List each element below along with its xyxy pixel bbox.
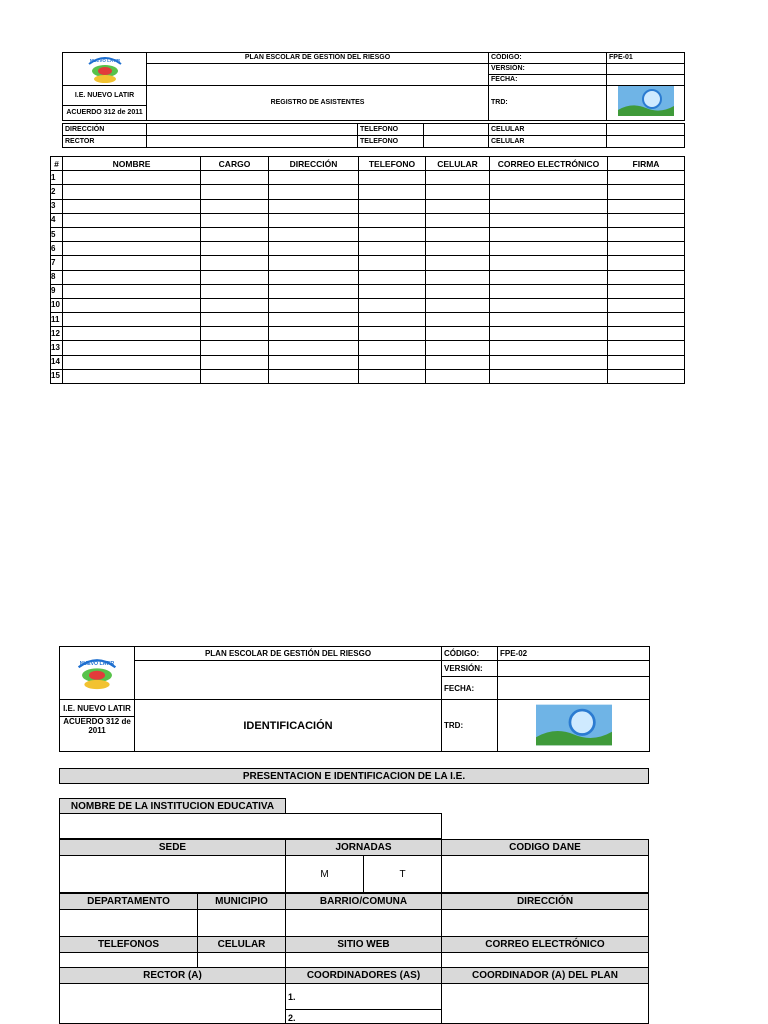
telefono-cell[interactable] xyxy=(359,256,426,270)
firma-cell[interactable] xyxy=(608,327,685,341)
contact-celular-label: CELULAR xyxy=(489,124,607,136)
contact-rector-label: RECTOR xyxy=(63,136,147,148)
table-row xyxy=(51,227,685,241)
celular-field[interactable] xyxy=(197,952,286,968)
telefono-cell[interactable] xyxy=(359,270,426,284)
form2-version-label: VERSIÓN: xyxy=(442,661,498,677)
telefono-cell[interactable] xyxy=(359,341,426,355)
rector-label: RECTOR (A) xyxy=(59,967,286,984)
nombre-inst-label: NOMBRE DE LA INSTITUCION EDUCATIVA xyxy=(59,798,286,814)
row-number: 3 xyxy=(51,199,63,213)
sitio-web-field[interactable] xyxy=(285,952,442,968)
nombre-cell[interactable] xyxy=(63,171,201,185)
celular-cell[interactable] xyxy=(426,341,490,355)
form1-fecha-value[interactable] xyxy=(607,75,685,86)
row-number: 13 xyxy=(51,341,63,355)
header-firma: FIRMA xyxy=(608,157,685,171)
correo-cell[interactable] xyxy=(490,313,608,327)
cargo-cell[interactable] xyxy=(201,171,269,185)
form2-header xyxy=(59,646,650,752)
nombre-cell[interactable] xyxy=(63,185,201,199)
firma-cell[interactable] xyxy=(608,270,685,284)
celular-cell[interactable] xyxy=(426,256,490,270)
coordinator-item[interactable]: 1. xyxy=(285,983,442,1010)
header-correo: CORREO ELECTRÓNICO xyxy=(490,157,608,171)
form1-doc-title: REGISTRO DE ASISTENTES xyxy=(147,86,489,121)
attendees-header-row xyxy=(51,157,685,171)
form2-blank xyxy=(135,661,442,700)
form1-header xyxy=(62,52,685,121)
form2-acuerdo: ACUERDO 312 de 2011 xyxy=(60,717,135,752)
form1-plan-title: PLAN ESCOLAR DE GESTIÓN DEL RIESGO xyxy=(147,53,489,64)
celular-cell[interactable] xyxy=(426,171,490,185)
cargo-cell[interactable] xyxy=(201,227,269,241)
direccion-cell[interactable] xyxy=(269,213,359,227)
row-number: 11 xyxy=(51,313,63,327)
cargo-cell[interactable] xyxy=(201,327,269,341)
celular-cell[interactable] xyxy=(426,185,490,199)
direccion-field[interactable] xyxy=(441,909,649,937)
nombre-cell[interactable] xyxy=(63,284,201,298)
form1-fecha-label: FECHA: xyxy=(489,75,607,86)
attendees-table xyxy=(50,156,685,384)
telefono-cell[interactable] xyxy=(359,199,426,213)
direccion-cell[interactable] xyxy=(269,327,359,341)
nombre-cell[interactable] xyxy=(63,327,201,341)
form2-codigo-value: FPE-02 xyxy=(498,647,650,661)
table-row xyxy=(51,270,685,284)
firma-cell[interactable] xyxy=(608,341,685,355)
telefono-cell[interactable] xyxy=(359,284,426,298)
form1-version-label: VERSIÓN: xyxy=(489,64,607,75)
direccion-cell[interactable] xyxy=(269,256,359,270)
celular-cell[interactable] xyxy=(426,298,490,312)
celular-cell[interactable] xyxy=(426,227,490,241)
departamento-label: DEPARTAMENTO xyxy=(59,893,198,910)
nombre-cell[interactable] xyxy=(63,341,201,355)
cargo-cell[interactable] xyxy=(201,369,269,383)
form2-version-value[interactable] xyxy=(498,661,650,677)
row-number: 9 xyxy=(51,284,63,298)
correo-field[interactable] xyxy=(441,952,649,968)
correo-cell[interactable] xyxy=(490,270,608,284)
sitio-web-label: SITIO WEB xyxy=(285,936,442,953)
direccion-cell[interactable] xyxy=(269,185,359,199)
telefono-cell[interactable] xyxy=(359,369,426,383)
form2-plan-title: PLAN ESCOLAR DE GESTIÓN DEL RIESGO xyxy=(135,647,442,661)
row-number: 12 xyxy=(51,327,63,341)
contact-celular2-value[interactable] xyxy=(607,136,685,148)
correo-cell[interactable] xyxy=(490,341,608,355)
celular-cell[interactable] xyxy=(426,199,490,213)
correo-cell[interactable] xyxy=(490,355,608,369)
jornadas-label: JORNADAS xyxy=(285,839,442,856)
celular-label: CELULAR xyxy=(197,936,286,953)
form1-acuerdo: ACUERDO 312 de 2011 xyxy=(63,106,147,121)
barrio-field[interactable] xyxy=(285,909,442,937)
contact-direccion-value[interactable] xyxy=(147,124,358,136)
row-number: 10 xyxy=(51,298,63,312)
direccion-cell[interactable] xyxy=(269,242,359,256)
nombre-cell[interactable] xyxy=(63,213,201,227)
jornada-m-field[interactable]: M xyxy=(285,855,364,893)
direccion-cell[interactable] xyxy=(269,171,359,185)
form1-trd-label: TRD: xyxy=(489,86,607,121)
firma-cell[interactable] xyxy=(608,355,685,369)
direccion-cell[interactable] xyxy=(269,341,359,355)
firma-cell[interactable] xyxy=(608,256,685,270)
contact-telefono2-value[interactable] xyxy=(424,136,489,148)
row-number: 15 xyxy=(51,369,63,383)
celular-cell[interactable] xyxy=(426,213,490,227)
jornada-t-field[interactable]: T xyxy=(363,855,442,893)
row-number: 7 xyxy=(51,256,63,270)
coordinator-item[interactable]: 2. xyxy=(285,1009,442,1024)
departamento-field[interactable] xyxy=(59,909,198,937)
correo-cell[interactable] xyxy=(490,256,608,270)
contact-telefono-value[interactable] xyxy=(424,124,489,136)
direccion-cell[interactable] xyxy=(269,270,359,284)
form1-school-name: I.E. NUEVO LATIR xyxy=(63,86,147,106)
logo-text: NUEVO LATIR xyxy=(79,660,115,667)
nombre-cell[interactable] xyxy=(63,227,201,241)
form1-codigo-label: CÓDIGO: xyxy=(489,53,607,64)
firma-cell[interactable] xyxy=(608,185,685,199)
contact-telefono2-label: TELEFONO xyxy=(358,136,424,148)
row-number: 14 xyxy=(51,355,63,369)
header-nombre: NOMBRE xyxy=(63,157,201,171)
sede-field[interactable] xyxy=(59,855,286,893)
correo-cell[interactable] xyxy=(490,171,608,185)
direccion-cell[interactable] xyxy=(269,284,359,298)
table-row xyxy=(51,341,685,355)
table-row xyxy=(51,185,685,199)
celular-cell[interactable] xyxy=(426,270,490,284)
firma-cell[interactable] xyxy=(608,242,685,256)
firma-cell[interactable] xyxy=(608,313,685,327)
form2-school-name: I.E. NUEVO LATIR xyxy=(60,700,135,717)
cargo-cell[interactable] xyxy=(201,185,269,199)
nombre-cell[interactable] xyxy=(63,313,201,327)
correo-cell[interactable] xyxy=(490,227,608,241)
nombre-cell[interactable] xyxy=(63,355,201,369)
table-row xyxy=(51,313,685,327)
table-row xyxy=(51,298,685,312)
globe-landscape-icon xyxy=(536,702,612,748)
rector-field[interactable] xyxy=(59,983,286,1024)
form1-logo-cell xyxy=(63,53,147,86)
telefono-cell[interactable] xyxy=(359,298,426,312)
cargo-cell[interactable] xyxy=(201,313,269,327)
school-logo-icon xyxy=(74,655,120,691)
form2-fecha-label: FECHA: xyxy=(442,677,498,700)
telefono-cell[interactable] xyxy=(359,242,426,256)
form2-globe-cell xyxy=(498,700,650,752)
correo-cell[interactable] xyxy=(490,199,608,213)
direccion-cell[interactable] xyxy=(269,227,359,241)
telefonos-field[interactable] xyxy=(59,952,198,968)
telefono-cell[interactable] xyxy=(359,171,426,185)
correo-cell[interactable] xyxy=(490,213,608,227)
logo-text: NUEVO LATIR xyxy=(89,58,120,63)
cargo-cell[interactable] xyxy=(201,284,269,298)
row-number: 6 xyxy=(51,242,63,256)
telefono-cell[interactable] xyxy=(359,213,426,227)
correo-cell[interactable] xyxy=(490,284,608,298)
nombre-cell[interactable] xyxy=(63,256,201,270)
celular-cell[interactable] xyxy=(426,242,490,256)
sede-label: SEDE xyxy=(59,839,286,856)
nombre-cell[interactable] xyxy=(63,199,201,213)
header-number: # xyxy=(51,157,63,171)
row-number: 4 xyxy=(51,213,63,227)
nombre-inst-field[interactable] xyxy=(59,813,442,839)
cargo-cell[interactable] xyxy=(201,242,269,256)
correo-cell[interactable] xyxy=(490,369,608,383)
table-row xyxy=(51,327,685,341)
codigo-dane-field[interactable] xyxy=(441,855,649,893)
header-direccion: DIRECCIÓN xyxy=(269,157,359,171)
contact-rector-value[interactable] xyxy=(147,136,358,148)
table-row xyxy=(51,284,685,298)
nombre-cell[interactable] xyxy=(63,270,201,284)
form1-blank xyxy=(147,64,489,86)
table-row xyxy=(51,199,685,213)
form2-logo-cell xyxy=(60,647,135,700)
direccion-label: DIRECCIÓN xyxy=(441,893,649,910)
celular-cell[interactable] xyxy=(426,369,490,383)
table-row xyxy=(51,355,685,369)
correo-cell[interactable] xyxy=(490,185,608,199)
telefono-cell[interactable] xyxy=(359,327,426,341)
row-number: 5 xyxy=(51,227,63,241)
cargo-cell[interactable] xyxy=(201,270,269,284)
table-row xyxy=(51,369,685,383)
coordinador-plan-label: COORDINADOR (A) DEL PLAN xyxy=(441,967,649,984)
cargo-cell[interactable] xyxy=(201,355,269,369)
firma-cell[interactable] xyxy=(608,298,685,312)
form1-version-value[interactable] xyxy=(607,64,685,75)
firma-cell[interactable] xyxy=(608,284,685,298)
form2-doc-title: IDENTIFICACIÓN xyxy=(135,700,442,752)
form2-codigo-label: CÓDIGO: xyxy=(442,647,498,661)
contact-telefono-label: TELEFONO xyxy=(358,124,424,136)
table-row xyxy=(51,171,685,185)
nombre-cell[interactable] xyxy=(63,369,201,383)
telefono-cell[interactable] xyxy=(359,227,426,241)
form2-fecha-value[interactable] xyxy=(498,677,650,700)
correo-cell[interactable] xyxy=(490,242,608,256)
barrio-label: BARRIO/COMUNA xyxy=(285,893,442,910)
form1-contact xyxy=(62,123,685,148)
celular-cell[interactable] xyxy=(426,327,490,341)
municipio-label: MUNICIPIO xyxy=(197,893,286,910)
cargo-cell[interactable] xyxy=(201,256,269,270)
firma-cell[interactable] xyxy=(608,369,685,383)
telefonos-label: TELEFONOS xyxy=(59,936,198,953)
nombre-cell[interactable] xyxy=(63,298,201,312)
form1-codigo-value: FPE-01 xyxy=(607,53,685,64)
firma-cell[interactable] xyxy=(608,199,685,213)
direccion-cell[interactable] xyxy=(269,313,359,327)
row-number: 2 xyxy=(51,185,63,199)
telefono-cell[interactable] xyxy=(359,313,426,327)
cargo-cell[interactable] xyxy=(201,298,269,312)
direccion-cell[interactable] xyxy=(269,199,359,213)
municipio-field[interactable] xyxy=(197,909,286,937)
correo-cell[interactable] xyxy=(490,298,608,312)
codigo-dane-label: CODIGO DANE xyxy=(441,839,649,856)
header-telefono: TELEFONO xyxy=(359,157,426,171)
row-number: 1 xyxy=(51,171,63,185)
correo-label: CORREO ELECTRÓNICO xyxy=(441,936,649,953)
celular-cell[interactable] xyxy=(426,355,490,369)
firma-cell[interactable] xyxy=(608,213,685,227)
globe-landscape-icon xyxy=(618,86,674,116)
coordinadores-label: COORDINADORES (AS) xyxy=(285,967,442,984)
nombre-cell[interactable] xyxy=(63,242,201,256)
contact-direccion-label: DIRECCIÓN xyxy=(63,124,147,136)
form1-globe-cell xyxy=(607,86,685,121)
form2-trd-label: TRD: xyxy=(442,700,498,752)
cargo-cell[interactable] xyxy=(201,341,269,355)
firma-cell[interactable] xyxy=(608,227,685,241)
coordinador-plan-field[interactable] xyxy=(441,983,649,1024)
correo-cell[interactable] xyxy=(490,327,608,341)
contact-celular-value[interactable] xyxy=(607,124,685,136)
direccion-cell[interactable] xyxy=(269,298,359,312)
contact-celular2-label: CELULAR xyxy=(489,136,607,148)
firma-cell[interactable] xyxy=(608,171,685,185)
header-celular: CELULAR xyxy=(426,157,490,171)
table-row xyxy=(51,242,685,256)
direccion-cell[interactable] xyxy=(269,355,359,369)
direccion-cell[interactable] xyxy=(269,369,359,383)
table-row xyxy=(51,213,685,227)
section-title: PRESENTACION E IDENTIFICACION DE LA I.E. xyxy=(59,768,649,784)
row-number: 8 xyxy=(51,270,63,284)
school-logo-icon xyxy=(85,54,125,84)
header-cargo: CARGO xyxy=(201,157,269,171)
cargo-cell[interactable] xyxy=(201,213,269,227)
table-row xyxy=(51,256,685,270)
telefono-cell[interactable] xyxy=(359,185,426,199)
celular-cell[interactable] xyxy=(426,313,490,327)
cargo-cell[interactable] xyxy=(201,199,269,213)
telefono-cell[interactable] xyxy=(359,355,426,369)
celular-cell[interactable] xyxy=(426,284,490,298)
